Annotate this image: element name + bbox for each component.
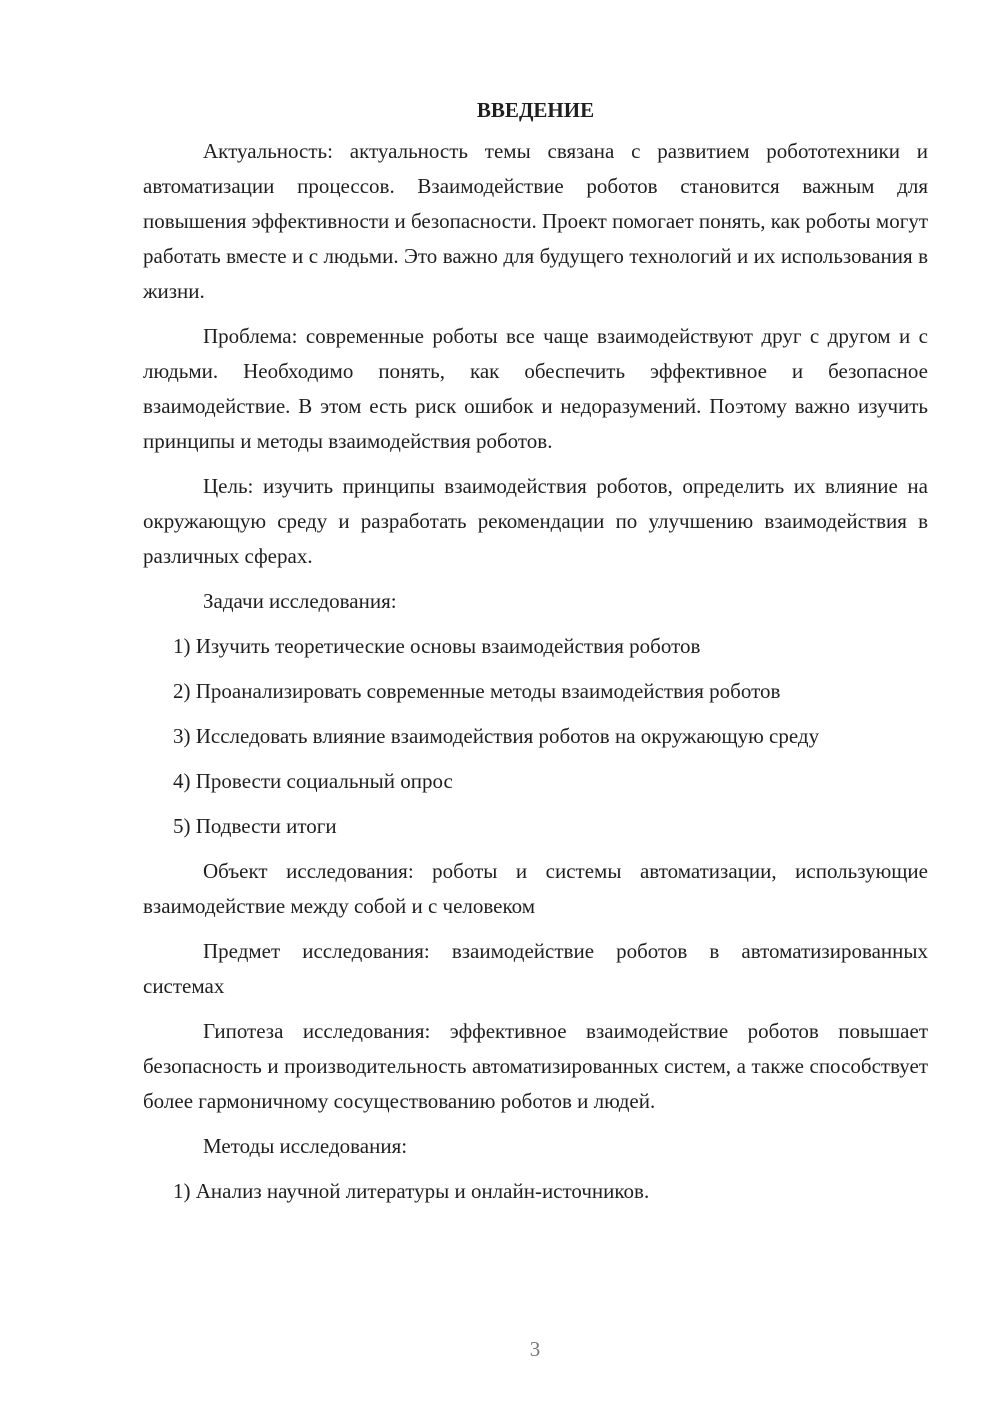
task-item-1: 1) Изучить теоретические основы взаимодействия роботов [173,634,701,658]
section-title: ВВЕДЕНИЕ [476,98,595,122]
task-item-5: 5) Подвести итоги [173,814,337,838]
methods-heading: Методы исследования: [203,1134,408,1158]
paragraph-goal: Цель: изучить принципы взаимодействия роботов, определить их влияние на окружающую среду и разработать рекомендации по улучшению взаимодействия в различных сферах. [143,474,928,568]
paragraph-subject: Предмет исследования: взаимодействие роботов в автоматизированных системах [143,939,928,998]
paragraph-problem: Проблема: современные роботы все чаще взаимодействуют друг с другом и с людьми. Необходимо понять, как обеспечить эффективное и безопасное взаимодействие. В этом есть риск ошибок и недоразумений. Поэтому важно изучить принципы и методы взаимодействия роботов. [143,324,928,453]
paragraph-relevance: Актуальность: актуальность темы связана с развитием робототехники и автоматизации процессов. Взаимодействие роботов становится важным для повышения эффективности и безопасности. Проект помогает понять, как роботы могут работать вместе и с людьми. Это важно для будущего технологий и их использования в жизни. [143,139,928,303]
task-item-4: 4) Провести социальный опрос [173,769,453,793]
task-item-3: 3) Исследовать влияние взаимодействия роботов на окружающую среду [173,724,820,748]
paragraph-hypothesis: Гипотеза исследования: эффективное взаимодействие роботов повышает безопасность и производительность автоматизированных систем, а также способствует более гармоничному сосуществованию роботов и людей. [143,1019,928,1113]
method-item-1: 1) Анализ научной литературы и онлайн-источников. [173,1179,650,1203]
paragraph-object: Объект исследования: роботы и системы автоматизации, использующие взаимодействие между собой и с человеком [143,859,928,918]
task-item-2: 2) Проанализировать современные методы взаимодействия роботов [173,679,781,703]
tasks-heading: Задачи исследования: [203,589,397,613]
page-number: 3 [529,1337,541,1361]
page-content [143,96,928,1209]
